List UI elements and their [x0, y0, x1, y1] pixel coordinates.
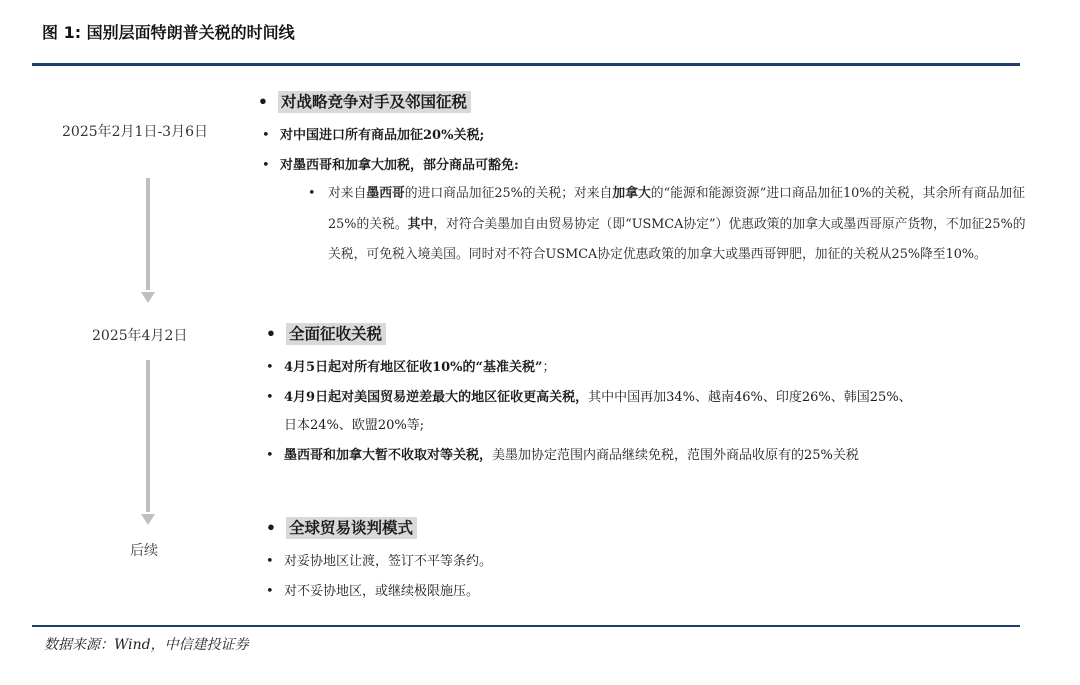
phase-2-heading: • 全面征收关税 [266, 322, 386, 344]
phase-2-item-2: • 4月9日起对美国贸易逆差最大的地区征收更高关税，其中中国再加34%、越南46%、印度26%、韩国25%、 [266, 390, 912, 405]
phase-2-item-2-cont: 日本24%、欧盟20%等; [284, 418, 425, 433]
phase-3-item-2: • 对不妥协地区，或继续极限施压。 [266, 584, 480, 599]
timeline-arrow-1 [146, 178, 150, 290]
top-rule [32, 63, 1020, 66]
phase-3-heading: • 全球贸易谈判模式 [266, 516, 417, 538]
arrow-head-1-icon [141, 292, 155, 303]
phase-3-item-1: • 对妥协地区让渡，签订不平等条约。 [266, 554, 493, 569]
figure-title: 图 1: 国别层面特朗普关税的时间线 [42, 23, 295, 42]
phase-1-item-2: • 对墨西哥和加拿大加税，部分商品可豁免: [262, 158, 519, 173]
phase-2-item-3: • 墨西哥和加拿大暂不收取对等关税，美墨加协定范围内商品继续免税，范围外商品收原有的25%关税 [266, 448, 859, 463]
phase-2-date: 2025年4月2日 [92, 328, 188, 344]
phase-1-date: 2025年2月1日-3月6日 [62, 124, 208, 140]
phase-2-item-1: • 4月5日起对所有地区征收10%的“基准关税”； [266, 360, 556, 375]
phase-1-item-1: • 对中国进口所有商品加征20%关税; [262, 128, 485, 143]
phase-3-date: 后续 [130, 543, 158, 559]
bottom-rule [32, 625, 1020, 627]
phase-1-heading: • 对战略竞争对手及邻国征税 [258, 90, 471, 112]
phase-1-sub-detail: • 对来自墨西哥的进口商品加征25%的关税；对来自加拿大的“能源和能源资源”进口商品加征10%的关税，其余所有商品加征25%的关税。其中，对符合美墨加自由贸易协定（即“USMCA协定”）优惠政策的加拿大或墨西哥原产货物，不加征25%的关税，可免税入境美国。同时对不符合USMCA协定优惠政策的加拿大或墨西哥钾肥，加征的关税从25%降至10%。 [308, 186, 1026, 262]
source-note: 数据来源：Wind，中信建投证券 [44, 637, 249, 653]
arrow-head-2-icon [141, 514, 155, 525]
timeline-arrow-2 [146, 360, 150, 512]
